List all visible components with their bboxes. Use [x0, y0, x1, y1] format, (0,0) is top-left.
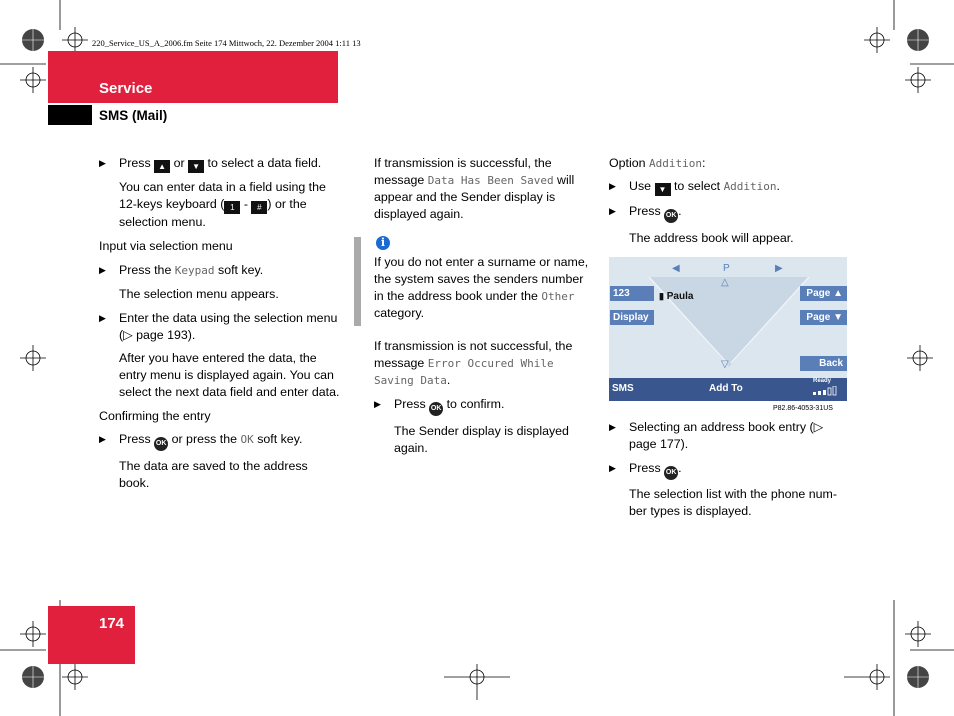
bullet-enter-data: ▶ Enter the data using the selection menu (▷ page 193). [99, 311, 338, 342]
info-box [374, 254, 596, 322]
section-subtitle: SMS (Mail) [99, 108, 168, 123]
failure-paragraph: If transmission is not successful, the message Error Occured While Saving Data. [374, 339, 573, 387]
nav-right-icon: ▶ [775, 263, 783, 274]
down-arrow-key-icon: ▼ [655, 183, 671, 196]
up-arrow-key-icon: ▲ [154, 160, 170, 173]
bullet-icon: ▶ [609, 206, 616, 216]
crosshair-mid-right [907, 345, 933, 371]
crosshair-bottom-right [844, 600, 954, 716]
nav-p-label: P [723, 263, 730, 274]
btn-123[interactable]: 123 [610, 286, 654, 301]
ok-button-icon: OK [664, 209, 678, 223]
signal-strength-icon [813, 386, 843, 396]
section-title: Service [99, 80, 153, 97]
down-arrow-key-icon: ▼ [188, 160, 204, 173]
info-text: If you do not enter a surname or name, the system saves the senders number in the address book under the Other category. [374, 255, 589, 320]
info-sidebar [354, 237, 361, 326]
bullet-icon: ▶ [609, 422, 616, 432]
section-band [48, 51, 338, 103]
btn-page-up[interactable]: Page ▲ [800, 286, 847, 301]
bullet-icon: ▶ [99, 434, 106, 444]
ok-button-icon: OK [154, 437, 168, 451]
bullet-icon: ▶ [609, 463, 616, 473]
bullet-select-field: ▶ Press ▲ or ▼ to select a data field. [99, 156, 322, 171]
crosshair-bottom-center [444, 664, 510, 700]
key-hash-icon: # [251, 201, 267, 214]
scroll-up-icon: △ [721, 277, 729, 288]
bullet-press-ok: ▶ Press OK or press the OK soft key. [99, 431, 341, 451]
page-number: 174 [99, 615, 125, 632]
bullet-press-ok-2: ▶ Press OK . [609, 460, 849, 480]
bullet-icon: ▶ [609, 181, 616, 191]
data-saved-text: The data are saved to the address book. [119, 459, 308, 490]
phone-icon: ▮ [659, 291, 664, 301]
column-2 [374, 155, 594, 223]
status-bar [609, 378, 847, 401]
keyboard-paragraph: You can enter data in a field using the 12-keys keyboard ( 1 - # ) or the selection menu. [119, 180, 326, 229]
heading-confirming: Confirming the entry [99, 409, 211, 423]
bullet-select-entry: ▶ Selecting an address book entry (▷ page 177). [609, 420, 824, 451]
bullet-icon: ▶ [99, 313, 106, 323]
bullet-icon: ▶ [374, 399, 381, 409]
bar-add-to[interactable]: Add To [709, 383, 743, 394]
sender-display-text: The Sender display is displayed again. [394, 424, 569, 455]
contact-entry[interactable] [659, 291, 693, 302]
file-info-header: 220_Service_US_A_2006.fm Seite 174 Mittwoch, 22. Dezember 2004 1:11 13 [92, 38, 361, 48]
bullet-use-down: ▶ Use ▼ to select Addition. [609, 179, 780, 194]
option-addition-heading: Option Addition: [609, 156, 706, 170]
nav-left-icon: ◀ [672, 263, 680, 274]
crosshair-mid-left [20, 345, 46, 371]
success-paragraph: If transmission is successful, the message Data Has Been Saved will appear and the Sender display is displayed again. [374, 156, 575, 221]
btn-display[interactable]: Display [610, 310, 654, 325]
column-2-lower [374, 338, 594, 457]
btn-back[interactable]: Back [800, 356, 847, 371]
heading-selection-menu: Input via selection menu [99, 239, 233, 253]
bar-ready: Ready [813, 378, 832, 384]
bullet-confirm: ▶ Press OK to confirm. [374, 396, 594, 416]
subtitle-marker [48, 105, 92, 125]
column-1 [99, 155, 341, 492]
btn-page-down[interactable]: Page ▼ [800, 310, 847, 325]
bullet-press-ok-1: ▶ Press OK . [609, 203, 849, 223]
ok-button-icon: OK [429, 402, 443, 416]
after-entered-text: After you have entered the data, the entry menu is displayed again. You can select the next data field and enter data. [119, 351, 340, 399]
figure-caption: P82.86-4053-31US [773, 405, 833, 412]
bullet-keypad: ▶ Press the Keypad soft key. [99, 263, 264, 277]
column-3 [609, 155, 849, 247]
selection-list-text: The selection list with the phone num-ber types is displayed. [629, 487, 837, 518]
address-book-appears-text: The address book will appear. [629, 231, 794, 245]
bullet-icon: ▶ [99, 158, 106, 168]
key-1-icon: 1 [224, 201, 240, 214]
crosshair-top-right [864, 0, 954, 93]
bullet-icon: ▶ [99, 265, 106, 275]
menu-appears-text: The selection menu appears. [119, 287, 279, 301]
address-book-screen [609, 257, 847, 401]
info-icon: i [376, 236, 390, 250]
ok-button-icon: OK [664, 466, 678, 480]
bar-sms[interactable]: SMS [612, 383, 634, 394]
scroll-down-icon: ▽ [721, 359, 729, 370]
column-3-lower [609, 419, 849, 520]
contact-name: Paula [666, 291, 694, 302]
